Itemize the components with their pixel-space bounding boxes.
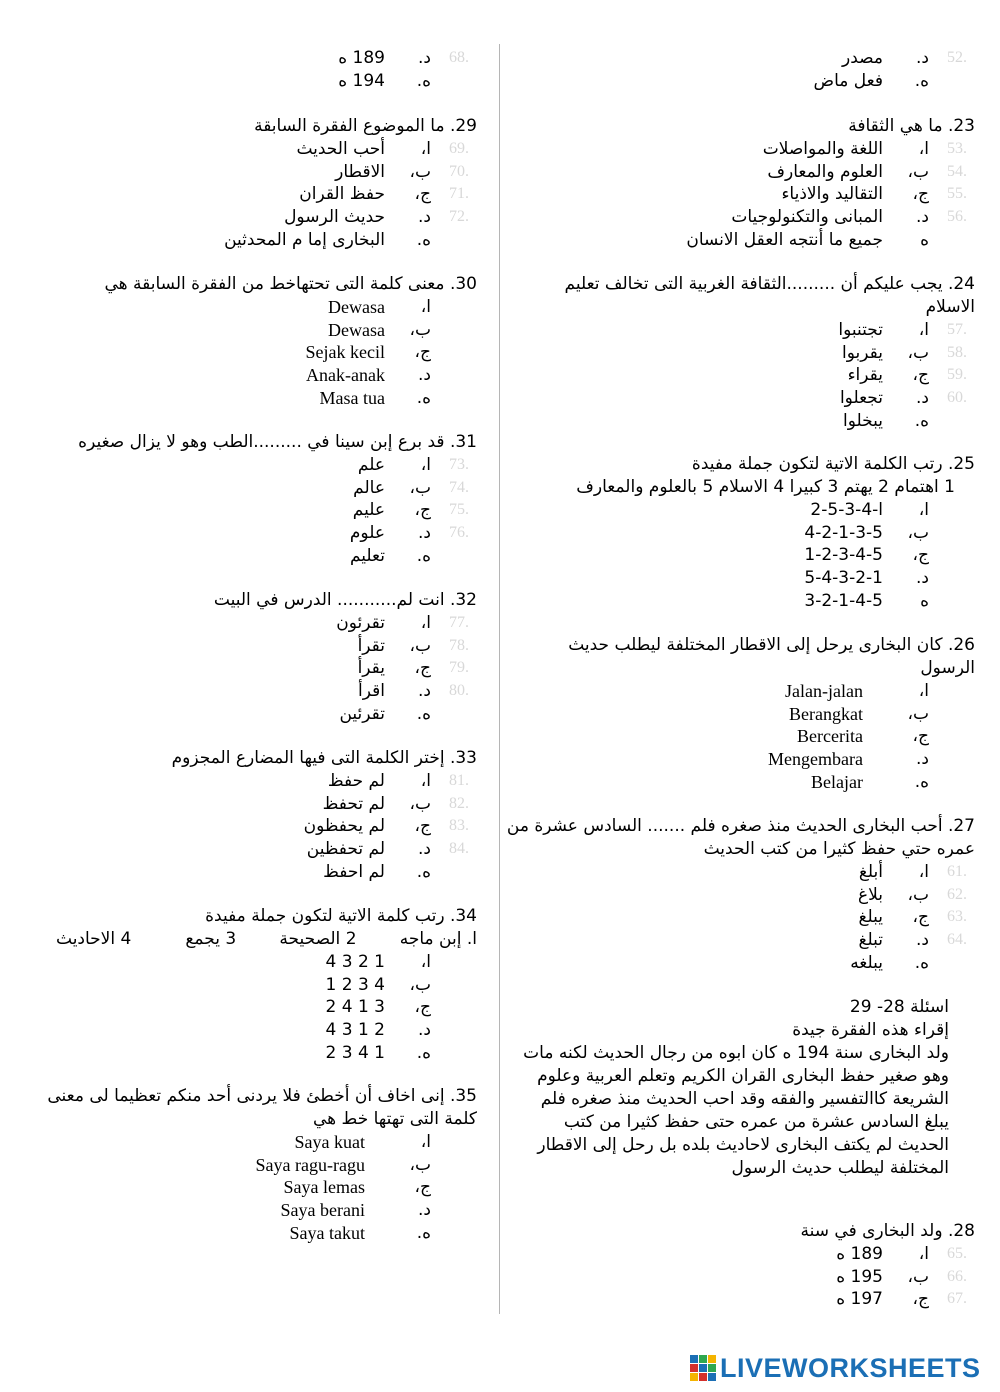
option[interactable]: 60. د. تجعلوا bbox=[839, 388, 967, 409]
option[interactable]: ه. لم احفظ bbox=[323, 861, 431, 882]
option[interactable]: 67. ج، 197 ه bbox=[836, 1289, 967, 1310]
question-title: 24. يجب عليكم أن .........الثقافة الغربية التى تخالف تعليم الاسلام bbox=[564, 274, 975, 317]
option[interactable]: ج، Saya lemas bbox=[283, 1177, 431, 1198]
question-title: 35. إنى اخاف أن أخطئ فلا يردنى أحد منكم تعظيما لى معنى كلمة التى تهتها خط هي bbox=[47, 1086, 477, 1129]
option[interactable]: ج، Bercerita bbox=[797, 726, 929, 747]
option[interactable]: 75. ج، عليم bbox=[352, 500, 469, 521]
option[interactable]: 73. ا، علم bbox=[357, 455, 469, 475]
option[interactable]: ه 3-2-1-4-5 bbox=[804, 590, 929, 611]
question-32 bbox=[40, 589, 477, 725]
logo-text bbox=[720, 1353, 981, 1384]
option[interactable]: 68. د. 189 ه bbox=[338, 48, 469, 68]
question-24 bbox=[520, 273, 975, 432]
option[interactable]: ه. Belajar bbox=[811, 771, 929, 792]
question-31 bbox=[40, 431, 477, 567]
question-30 bbox=[40, 273, 477, 409]
question-25 bbox=[520, 453, 975, 612]
question-title: 29. ما الموضوع الفقرة السابقة bbox=[254, 116, 477, 136]
option[interactable]: ه. Masa tua bbox=[319, 387, 431, 408]
option[interactable]: ا، 1 2 3 4 bbox=[325, 952, 431, 972]
option[interactable]: 57. ا، تجتنبوا bbox=[838, 320, 967, 340]
question-title: 23. ما هي الثقافة bbox=[848, 116, 975, 136]
logo-square bbox=[699, 1364, 707, 1372]
option[interactable]: 74. ب، عالم bbox=[353, 477, 469, 498]
question-35-options bbox=[40, 1131, 477, 1244]
option[interactable]: ب، 4 3 2 1 bbox=[325, 974, 431, 995]
option[interactable]: ب، Berangkat bbox=[789, 703, 929, 724]
option[interactable]: ه. 194 ه bbox=[338, 70, 431, 91]
option[interactable]: 65. ا، 189 ه bbox=[836, 1244, 967, 1264]
option[interactable]: 66. ب، 195 ه bbox=[836, 1266, 967, 1287]
option[interactable]: د. Saya berani bbox=[280, 1200, 431, 1221]
option[interactable]: 83. ج، لم يحفظون bbox=[303, 816, 469, 837]
logo-square bbox=[690, 1364, 698, 1372]
option[interactable]: د. Anak-anak bbox=[306, 365, 431, 386]
option[interactable]: 82. ب، لم تحفظ bbox=[322, 793, 469, 814]
liveworksheets-logo[interactable] bbox=[690, 1352, 990, 1384]
option[interactable]: ج، 1-2-3-4-5 bbox=[804, 545, 929, 566]
logo-square bbox=[708, 1364, 716, 1372]
logo-square bbox=[690, 1355, 698, 1363]
question-35 bbox=[20, 1085, 477, 1131]
option[interactable]: 52. د. مصدر bbox=[842, 48, 967, 68]
option[interactable]: ب، 4-2-1-3-5 bbox=[804, 522, 929, 543]
logo-grid-icon bbox=[690, 1355, 716, 1381]
passage-heading: اسئلة 28- 29 bbox=[849, 997, 949, 1017]
question-title: 32. انت لم........... الدرس في البيت bbox=[213, 590, 477, 610]
column-divider bbox=[499, 44, 500, 1314]
logo-square bbox=[708, 1355, 716, 1363]
option[interactable]: ا، Dewasa bbox=[328, 297, 431, 317]
question-27 bbox=[500, 815, 975, 861]
option[interactable]: 71. ج، حفظ القران bbox=[299, 184, 469, 205]
option[interactable]: ج، Sejak kecil bbox=[305, 342, 431, 363]
question-22-tail bbox=[520, 47, 975, 92]
question-29 bbox=[40, 115, 477, 251]
question-23 bbox=[520, 115, 975, 251]
question-title: 25. رتب الكلمة الاتية لتكون جملة مفيدة bbox=[691, 454, 975, 474]
option[interactable]: 64. د. تبلغ bbox=[858, 930, 967, 951]
logo-square bbox=[708, 1373, 716, 1381]
option[interactable]: 79. ج، يقرأ bbox=[357, 658, 469, 679]
option[interactable]: ه. Saya takut bbox=[289, 1222, 431, 1243]
option[interactable]: ه. 1 4 3 2 bbox=[325, 1042, 431, 1063]
option[interactable]: د. 5-4-3-2-1 bbox=[804, 568, 929, 589]
option[interactable]: د. Mengembara bbox=[768, 749, 929, 770]
option[interactable]: 77. ا، تقرئون bbox=[336, 613, 469, 633]
option[interactable]: 78. ب، تقرأ bbox=[357, 635, 469, 656]
passage-instruction: إقراء هذه الفقرة جيدة bbox=[792, 1020, 949, 1040]
option[interactable]: 58. ب، يقربوا bbox=[842, 342, 967, 363]
option[interactable]: ه. يبخلوا bbox=[843, 410, 929, 431]
question-28 bbox=[520, 1220, 975, 1311]
option[interactable]: ج، 3 1 4 2 bbox=[325, 997, 431, 1018]
option[interactable]: 55. ج، التقاليد والاذياء bbox=[781, 184, 967, 205]
option[interactable]: 56. د. المبانى والتكنولوجيات bbox=[731, 207, 967, 228]
passage-text: ولد البخارى سنة 194 ه كان ابوه من رجال الحديث لكنه مات وهو صغير حفظ البخارى القران الكريم وتعلم العربية وعلوم الشريعة كاالتفسير والفقه وقد احب الحديث منذ صغره فلم يبلغ السادس عشرة من عمره حتى حفظ كثيرا من كتب الحديث لم يكتف البخارى لاحاديث بلده بل رحل إلى الاقطار المختلفة ليطلب حديث الرسول bbox=[523, 1043, 949, 1178]
question-title: 26. كان البخارى يرحل إلى الاقطار المختلفة ليطلب حديث الرسول bbox=[568, 635, 975, 678]
logo-text-part: WORKSHEETS bbox=[782, 1352, 981, 1383]
option[interactable]: ب، Dewasa bbox=[328, 319, 431, 340]
option[interactable]: 53. ا، اللغة والمواصلات bbox=[762, 139, 967, 159]
word-list: ا. إبن ماجه 2 الصحيحة 3 يجمع 4 الاحاديث bbox=[56, 929, 477, 949]
option[interactable]: ه. فعل ماض bbox=[813, 70, 929, 91]
question-title: 33. إختر الكلمة التى فيها المضارع المجزوم bbox=[171, 748, 477, 768]
question-title: 30. معنى كلمة التى تحتهاخط من الفقرة السابقة هي bbox=[104, 274, 477, 294]
logo-square bbox=[699, 1373, 707, 1381]
option[interactable]: 54. ب، العلوم والمعارف bbox=[767, 161, 967, 182]
question-34 bbox=[20, 905, 477, 951]
option[interactable]: 81. ا، لم حفظ bbox=[327, 771, 469, 791]
option[interactable]: 80. د. اقرأ bbox=[358, 681, 469, 702]
option[interactable]: 62. ب، بلاغ bbox=[857, 884, 967, 905]
reading-passage bbox=[520, 996, 949, 1180]
question-title: 34. رتب كلمة الاتية لتكون جملة مفيدة bbox=[205, 906, 477, 926]
option[interactable]: ه. يبلغه bbox=[850, 952, 929, 973]
question-27-options bbox=[520, 861, 975, 974]
option[interactable]: 72. د. حديث الرسول bbox=[284, 207, 469, 228]
option[interactable]: ا، Saya kuat bbox=[294, 1132, 431, 1152]
option[interactable]: 70. ب، الاقطار bbox=[335, 161, 469, 182]
question-title: 27. أحب البخارى الحديث منذ صغره فلم ....... السادس عشرة من عمره حتي حفظ كثيرا من كتب الحديث bbox=[506, 816, 975, 859]
option[interactable]: 63. ج، يبلغ bbox=[858, 907, 967, 928]
option[interactable]: 59. ج، يقراء bbox=[847, 365, 967, 386]
option[interactable]: ه. تقرئين bbox=[339, 703, 431, 724]
question-33 bbox=[40, 747, 477, 883]
logo-text-part: LIVE bbox=[720, 1352, 783, 1383]
question-26 bbox=[520, 634, 975, 793]
option[interactable]: ا، Jalan-jalan bbox=[785, 681, 929, 701]
question-28-tail bbox=[40, 47, 477, 92]
option[interactable]: 84. د. لم تحفظين bbox=[306, 839, 469, 860]
option[interactable]: ه. تعليم bbox=[349, 545, 431, 566]
option[interactable]: ه. البخارى إما م المحدثين bbox=[224, 229, 431, 250]
option[interactable]: ا، ا-4-3-5-2 bbox=[810, 500, 929, 520]
option[interactable]: ه جميع ما أنتجه العقل الانسان bbox=[686, 229, 929, 250]
logo-square bbox=[690, 1373, 698, 1381]
question-34-options bbox=[40, 951, 477, 1064]
option[interactable]: 61. ا، أبلغ bbox=[858, 862, 967, 882]
option[interactable]: 76. د. علوم bbox=[349, 523, 469, 544]
word-list: 1 اهتمام 2 يهتم 3 كبيرا 4 الاسلام 5 بالعلوم والمعارف bbox=[576, 477, 955, 497]
logo-square bbox=[699, 1355, 707, 1363]
option[interactable]: 69. ا، أحب الحديث bbox=[296, 139, 469, 159]
question-title: 31. قد برع إبن سينا في .........الطب وهو لا يزال صغيره bbox=[78, 432, 477, 452]
question-title: 28. ولد البخارى في سنة bbox=[800, 1221, 975, 1241]
option[interactable]: ب، Saya ragu-ragu bbox=[255, 1154, 431, 1175]
option[interactable]: د. 2 1 3 4 bbox=[325, 1020, 431, 1041]
